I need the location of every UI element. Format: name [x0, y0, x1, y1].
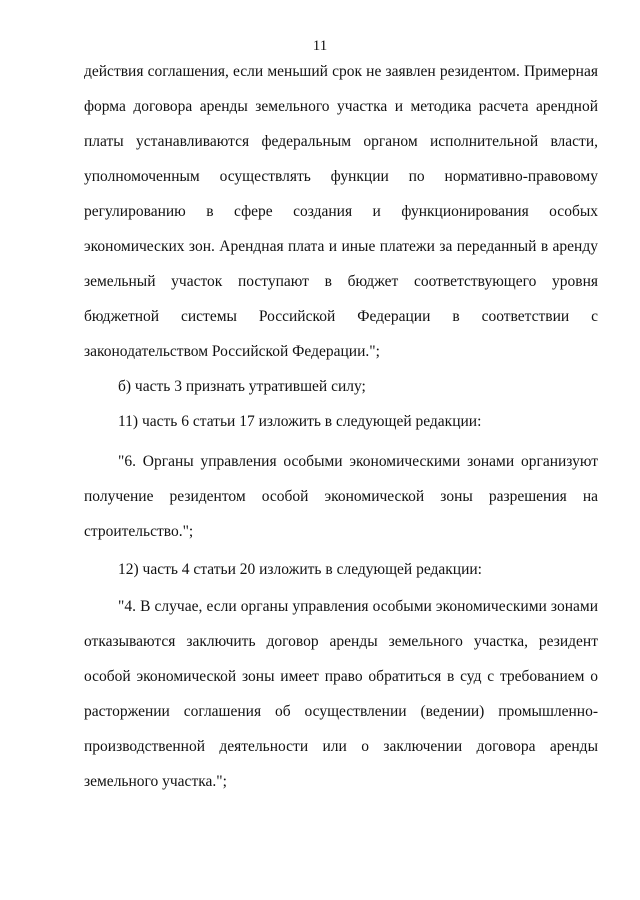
- text-line: б) часть 3 признать утратившей силу;: [118, 378, 366, 395]
- page-number: 11: [312, 38, 328, 54]
- text-line: 11) часть 6 статьи 17 изложить в следующей редакции:: [118, 413, 482, 430]
- text-line: действия соглашения, если меньший срок не заявлен резидентом. Примерная: [84, 63, 598, 80]
- text-line: расторжении соглашения об осуществлении (ведении) промышленно-: [84, 703, 598, 720]
- text-line: получение резидентом особой экономической зоны разрешения на: [84, 488, 598, 505]
- text-line: законодательством Российской Федерации.";: [84, 343, 380, 360]
- text-line: экономических зон. Арендная плата и иные платежи за переданный в аренду: [84, 238, 598, 255]
- text-line: земельного участка.";: [84, 773, 227, 790]
- text-line: отказываются заключить договор аренды земельного участка, резидент: [84, 633, 598, 650]
- text-line: 12) часть 4 статьи 20 изложить в следующей редакции:: [118, 561, 482, 578]
- text-line: земельный участок поступают в бюджет соответствующего уровня: [84, 273, 598, 290]
- text-line: "4. В случае, если органы управления особыми экономическими зонами: [118, 598, 598, 615]
- text-line: регулированию в сфере создания и функционирования особых: [84, 203, 598, 220]
- text-line: особой экономической зоны имеет право обратиться в суд с требованием о: [84, 668, 598, 685]
- text-line: строительство.";: [84, 523, 194, 540]
- text-line: "6. Органы управления особыми экономическими зонами организуют: [118, 453, 598, 470]
- text-line: форма договора аренды земельного участка и методика расчета арендной: [84, 98, 598, 115]
- text-line: уполномоченным осуществлять функции по нормативно-правовому: [84, 168, 598, 185]
- text-line: производственной деятельности или о заключении договора аренды: [84, 738, 598, 755]
- text-line: платы устанавливаются федеральным органом исполнительной власти,: [84, 133, 598, 150]
- text-line: бюджетной системы Российской Федерации в соответствии с: [84, 308, 598, 325]
